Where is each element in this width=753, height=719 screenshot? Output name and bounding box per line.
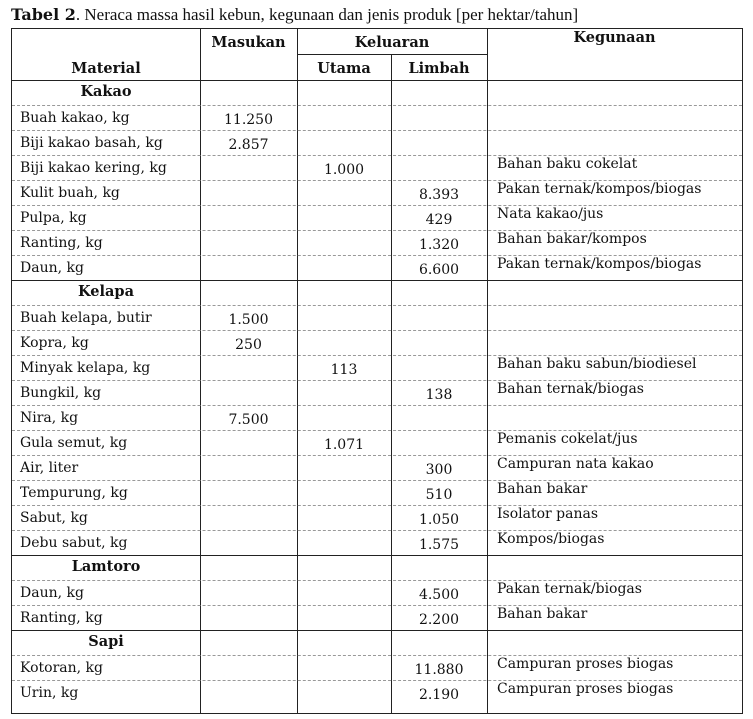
material-cell: Biji kakao basah, kg (20, 135, 163, 151)
material-cell: Nira, kg (20, 410, 79, 426)
section-divider (12, 280, 742, 281)
header-utama: Utama (317, 60, 371, 77)
kegunaan-cell: Campuran proses biogas (497, 681, 674, 697)
material-cell: Debu sabut, kg (20, 535, 128, 551)
utama-cell: 1.071 (323, 437, 365, 453)
header-kegunaan: Kegunaan (573, 29, 656, 46)
row-separator (12, 530, 742, 531)
kegunaan-cell: Kompos/biogas (497, 531, 605, 547)
material-cell: Kopra, kg (20, 335, 89, 351)
row-separator (12, 330, 742, 331)
limbah-cell: 11.880 (414, 662, 464, 678)
kegunaan-cell: Nata kakao/jus (497, 206, 604, 222)
row-separator (12, 605, 742, 606)
masukan-cell: 7.500 (228, 412, 269, 428)
col-divider (200, 29, 201, 713)
caption-text: . Neraca massa hasil kebun, kegunaan dan jenis produk [per hektar/tahun] (75, 5, 579, 24)
row-separator (12, 205, 742, 206)
material-cell: Urin, kg (20, 685, 79, 701)
mass-balance-table (11, 28, 743, 714)
limbah-cell: 4.500 (418, 587, 460, 603)
kegunaan-cell: Pakan ternak/biogas (497, 581, 642, 597)
kegunaan-cell: Bahan bakar (497, 606, 588, 622)
limbah-cell: 6.600 (418, 262, 460, 278)
limbah-cell: 510 (425, 487, 453, 503)
limbah-cell: 8.393 (418, 187, 460, 203)
kegunaan-cell: Pemanis cokelat/jus (497, 431, 638, 447)
material-cell: Air, liter (20, 460, 79, 476)
row-separator (12, 405, 742, 406)
header-subline (297, 54, 487, 55)
section-title: Kelapa (78, 283, 134, 300)
kegunaan-cell: Bahan bakar (497, 481, 588, 497)
kegunaan-cell: Campuran proses biogas (497, 656, 674, 672)
material-cell: Daun, kg (20, 260, 84, 276)
masukan-cell: 11.250 (224, 112, 273, 128)
limbah-cell: 1.320 (418, 237, 460, 253)
row-separator (12, 105, 742, 106)
material-cell: Gula semut, kg (20, 435, 128, 451)
section-divider (12, 555, 742, 556)
row-separator (12, 305, 742, 306)
masukan-cell: 1.500 (228, 312, 269, 328)
masukan-cell: 2.857 (228, 137, 269, 153)
material-cell: Buah kelapa, butir (20, 310, 152, 326)
table-caption (11, 4, 578, 26)
kegunaan-cell: Bahan baku cokelat (497, 156, 638, 172)
material-cell: Ranting, kg (20, 610, 103, 626)
section-title: Sapi (88, 633, 124, 650)
limbah-cell: 1.575 (418, 537, 460, 553)
material-cell: Pulpa, kg (20, 210, 87, 226)
material-cell: Tempurung, kg (20, 485, 128, 501)
kegunaan-cell: Bahan ternak/biogas (497, 381, 644, 397)
limbah-cell: 429 (425, 212, 453, 228)
limbah-cell: 2.190 (418, 687, 460, 703)
header-keluaran: Keluaran (354, 34, 430, 51)
material-cell: Biji kakao kering, kg (20, 160, 167, 176)
material-cell: Bungkil, kg (20, 385, 102, 401)
row-separator (12, 480, 742, 481)
col-divider (487, 29, 488, 713)
row-separator (12, 505, 742, 506)
section-divider (12, 630, 742, 631)
section-title: Kakao (80, 83, 132, 100)
header-limbah: Limbah (408, 60, 470, 77)
header-bottom-line (12, 80, 742, 81)
section-title: Lamtoro (71, 558, 141, 575)
masukan-cell: 250 (235, 337, 262, 353)
material-cell: Buah kakao, kg (20, 110, 130, 126)
kegunaan-cell: Pakan ternak/kompos/biogas (497, 181, 702, 197)
row-separator (12, 130, 742, 131)
utama-cell: 1.000 (323, 162, 365, 178)
limbah-cell: 138 (425, 387, 453, 403)
material-cell: Minyak kelapa, kg (20, 360, 151, 376)
kegunaan-cell: Campuran nata kakao (497, 456, 654, 472)
kegunaan-cell: Isolator panas (497, 506, 599, 522)
caption-label: Tabel 2 (11, 5, 76, 24)
material-cell: Daun, kg (20, 585, 84, 601)
limbah-cell: 300 (425, 462, 453, 478)
material-cell: Sabut, kg (20, 510, 88, 526)
kegunaan-cell: Bahan bakar/kompos (497, 231, 647, 247)
utama-cell: 113 (330, 362, 358, 378)
material-cell: Ranting, kg (20, 235, 103, 251)
header-material: Material (71, 60, 141, 77)
material-cell: Kotoran, kg (20, 660, 103, 676)
kegunaan-cell: Pakan ternak/kompos/biogas (497, 256, 702, 272)
header-masukan: Masukan (211, 34, 286, 51)
kegunaan-cell: Bahan baku sabun/biodiesel (497, 356, 697, 372)
limbah-cell: 1.050 (418, 512, 460, 528)
limbah-cell: 2.200 (418, 612, 460, 628)
material-cell: Kulit buah, kg (20, 185, 120, 201)
